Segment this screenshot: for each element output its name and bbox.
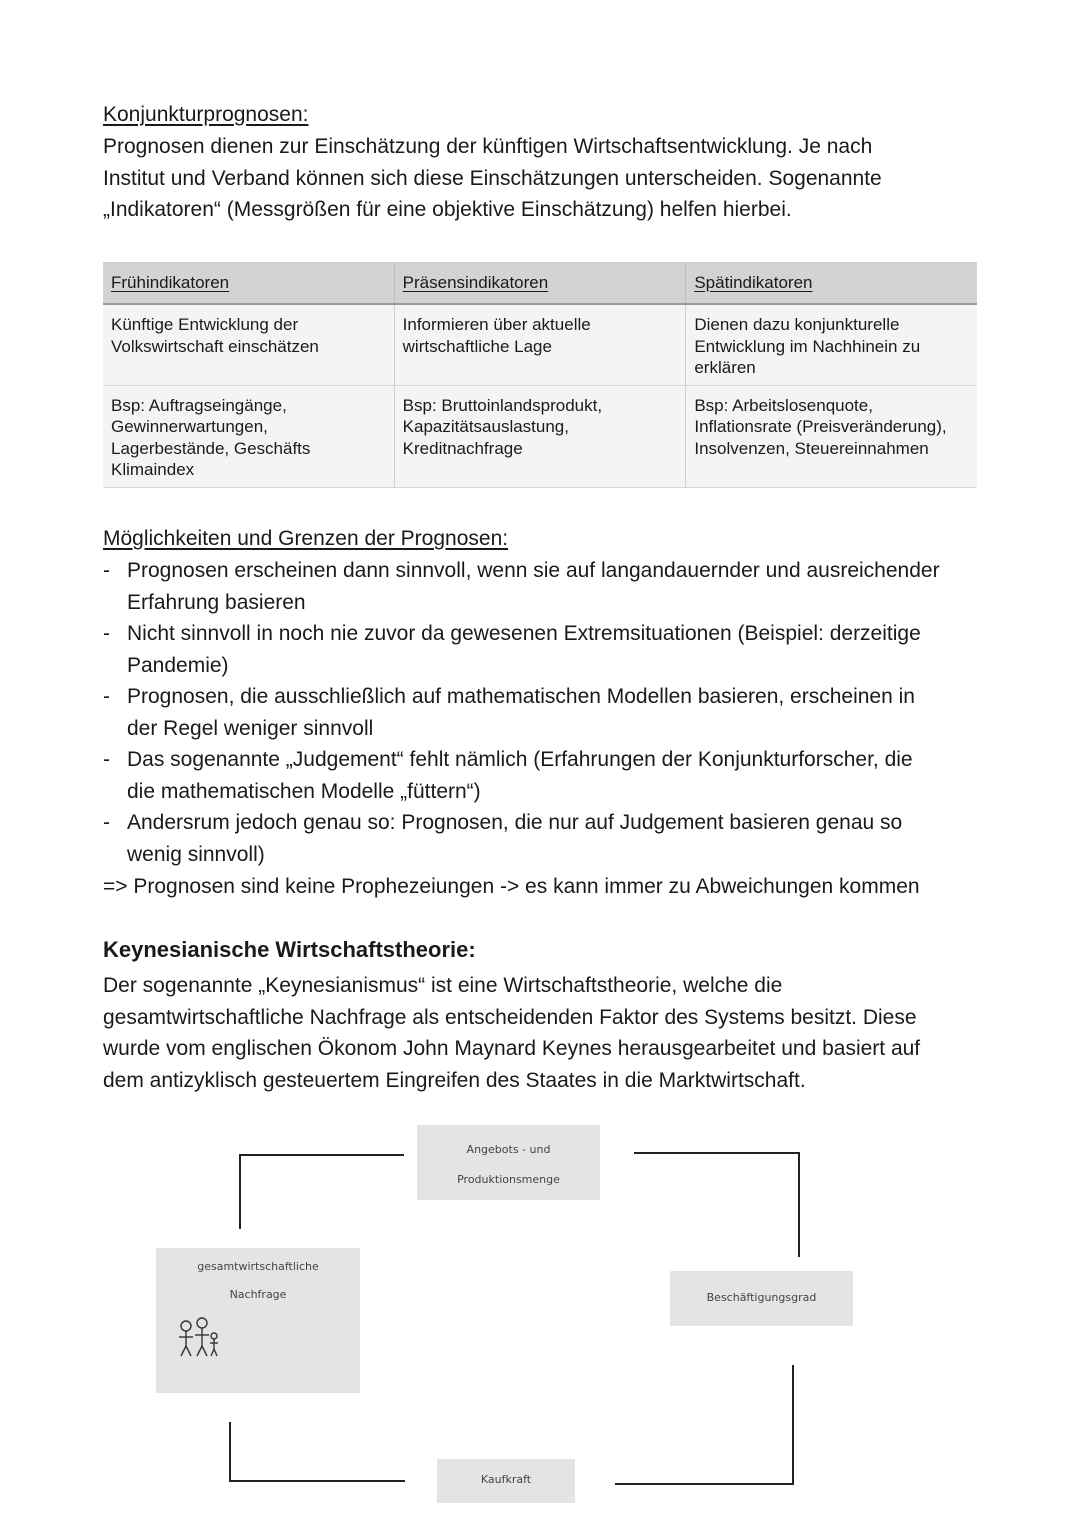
list-item xyxy=(103,807,983,870)
paragraph-line: dem antizyklisch gesteuertem Eingreifen des Staates in die Marktwirtschaft. xyxy=(103,1068,806,1092)
connector-line xyxy=(239,1154,404,1156)
list-line: Andersrum jedoch genau so: Prognosen, die nur auf Judgement basieren genau so xyxy=(127,811,903,834)
box-label: Kaufkraft xyxy=(480,1473,532,1486)
paragraph-line: Der sogenannte „Keynesianismus“ ist eine Wirtschaftstheorie, welche die xyxy=(103,974,783,997)
box-label-line: Angebots - und xyxy=(466,1143,551,1156)
indicator-table xyxy=(103,262,977,488)
heading-konjunkturprognosen: Konjunkturprognosen: xyxy=(103,103,309,126)
header-praesensindikatoren: Präsensindikatoren xyxy=(394,262,686,304)
list-line: Prognosen erscheinen dann sinnvoll, wenn sie auf langandauernder und ausreichender xyxy=(127,559,940,582)
list-line: Nicht sinnvoll in noch nie zuvor da gewesenen Extremsituationen (Beispiel: derzeitige xyxy=(127,622,921,645)
cell-line: Klimaindex xyxy=(111,460,195,479)
connector-line xyxy=(792,1365,794,1485)
list-line: Erfahrung basieren xyxy=(127,590,306,614)
cell-line: Kapazitätsauslastung, xyxy=(402,417,569,436)
cell-line: Volkswirtschaft einschätzen xyxy=(111,336,319,356)
table-row xyxy=(103,385,977,487)
cell-line: Informieren über aktuelle xyxy=(402,315,591,334)
connector-line xyxy=(229,1422,231,1482)
connector-line xyxy=(798,1152,800,1257)
cell-line: Kreditnachfrage xyxy=(402,438,523,458)
heading-moeglichkeiten-grenzen: Möglichkeiten und Grenzen der Prognosen: xyxy=(103,527,509,550)
header-fruehindikatoren: Frühindikatoren xyxy=(103,262,394,304)
cell-line: wirtschaftliche Lage xyxy=(402,336,552,356)
box-kaufkraft xyxy=(437,1459,575,1503)
cell-line: Lagerbestände, Geschäfts xyxy=(111,438,311,458)
list-line: Pandemie) xyxy=(127,653,229,677)
list-line: Prognosen, die ausschließlich auf mathematischen Modellen basieren, erscheinen in xyxy=(127,685,915,708)
list-item xyxy=(103,555,983,618)
keynes-cycle-diagram xyxy=(150,1112,860,1522)
box-label-line: gesamtwirtschaftliche xyxy=(197,1260,319,1273)
table-cell xyxy=(103,385,394,487)
header-spaetindikatoren: Spätindikatoren xyxy=(686,262,977,304)
connector-line xyxy=(229,1480,405,1482)
list-line: Das sogenannte „Judgement“ fehlt nämlich (Erfahrungen der Konjunkturforscher, die xyxy=(127,748,913,771)
cell-line: Entwicklung im Nachhinein zu xyxy=(694,336,921,356)
cell-line: Bsp: Auftragseingänge, xyxy=(111,395,287,415)
paragraph-keynesianismus xyxy=(103,970,983,1096)
box-angebots-produktionsmenge xyxy=(417,1125,600,1200)
table-header-row xyxy=(103,262,977,304)
box-gesamtwirtschaftliche-nachfrage xyxy=(156,1248,360,1393)
table-row xyxy=(103,304,977,385)
cell-line: Insolvenzen, Steuereinnahmen xyxy=(694,438,929,458)
list-line: der Regel weniger sinnvoll xyxy=(127,716,374,740)
paragraph-line: gesamtwirtschaftliche Nachfrage als entscheidenden Faktor des Systems besitzt. Diese xyxy=(103,1005,917,1029)
paragraph-line: „Indikatoren“ (Messgrößen für eine objektive Einschätzung) helfen hierbei. xyxy=(103,198,792,221)
heading-keynesianische-theorie: Keynesianische Wirtschaftstheorie: xyxy=(103,937,476,962)
table-cell xyxy=(394,304,686,385)
paragraph-line: Prognosen dienen zur Einschätzung der künftigen Wirtschaftsentwicklung. Je nach xyxy=(103,135,873,158)
cell-line: Inflationsrate (Preisveränderung), xyxy=(694,417,947,436)
box-label-line: Nachfrage xyxy=(229,1288,287,1301)
list-line: wenig sinnvoll) xyxy=(127,842,265,866)
list-line: die mathematischen Modelle „füttern“) xyxy=(127,779,481,803)
cell-line: Bsp: Arbeitslosenquote, xyxy=(694,395,873,415)
bullet-dash: - xyxy=(103,622,110,645)
bullet-dash: - xyxy=(103,685,110,708)
table-cell xyxy=(394,385,686,487)
connector-line xyxy=(615,1483,794,1485)
conclusion-text: => Prognosen sind keine Prophezeiungen -> es kann immer zu Abweichungen kommen xyxy=(103,875,920,898)
box-beschaeftigungsgrad xyxy=(670,1271,853,1326)
box-label-line: Produktionsmenge xyxy=(457,1173,560,1186)
cell-line: Dienen dazu konjunkturelle xyxy=(694,315,900,334)
list-item xyxy=(103,618,983,681)
bullet-dash: - xyxy=(103,559,110,582)
bullet-dash: - xyxy=(103,811,110,834)
stick-figures-icon xyxy=(176,1316,226,1362)
table-cell xyxy=(686,385,977,487)
paragraph-line: wurde vom englischen Ökonom John Maynard Keynes herausgearbeitet und basiert auf xyxy=(103,1037,921,1060)
list-item xyxy=(103,744,983,807)
list-item xyxy=(103,681,983,744)
table-cell xyxy=(686,304,977,385)
cell-line: Bsp: Bruttoinlandsprodukt, xyxy=(402,395,603,415)
box-label: Beschäftigungsgrad xyxy=(706,1291,817,1304)
connector-line xyxy=(239,1154,241,1229)
cell-line: erklären xyxy=(694,358,756,377)
paragraph-line: Institut und Verband können sich diese Einschätzungen unterscheiden. Sogenannte xyxy=(103,166,882,190)
paragraph-konjunkturprognosen xyxy=(103,131,983,226)
connector-line xyxy=(634,1152,800,1154)
table-cell xyxy=(103,304,394,385)
bullet-dash: - xyxy=(103,748,110,771)
limits-bullet-list xyxy=(103,555,983,870)
cell-line: Gewinnerwartungen, xyxy=(111,417,268,436)
cell-line: Künftige Entwicklung der xyxy=(111,315,299,334)
